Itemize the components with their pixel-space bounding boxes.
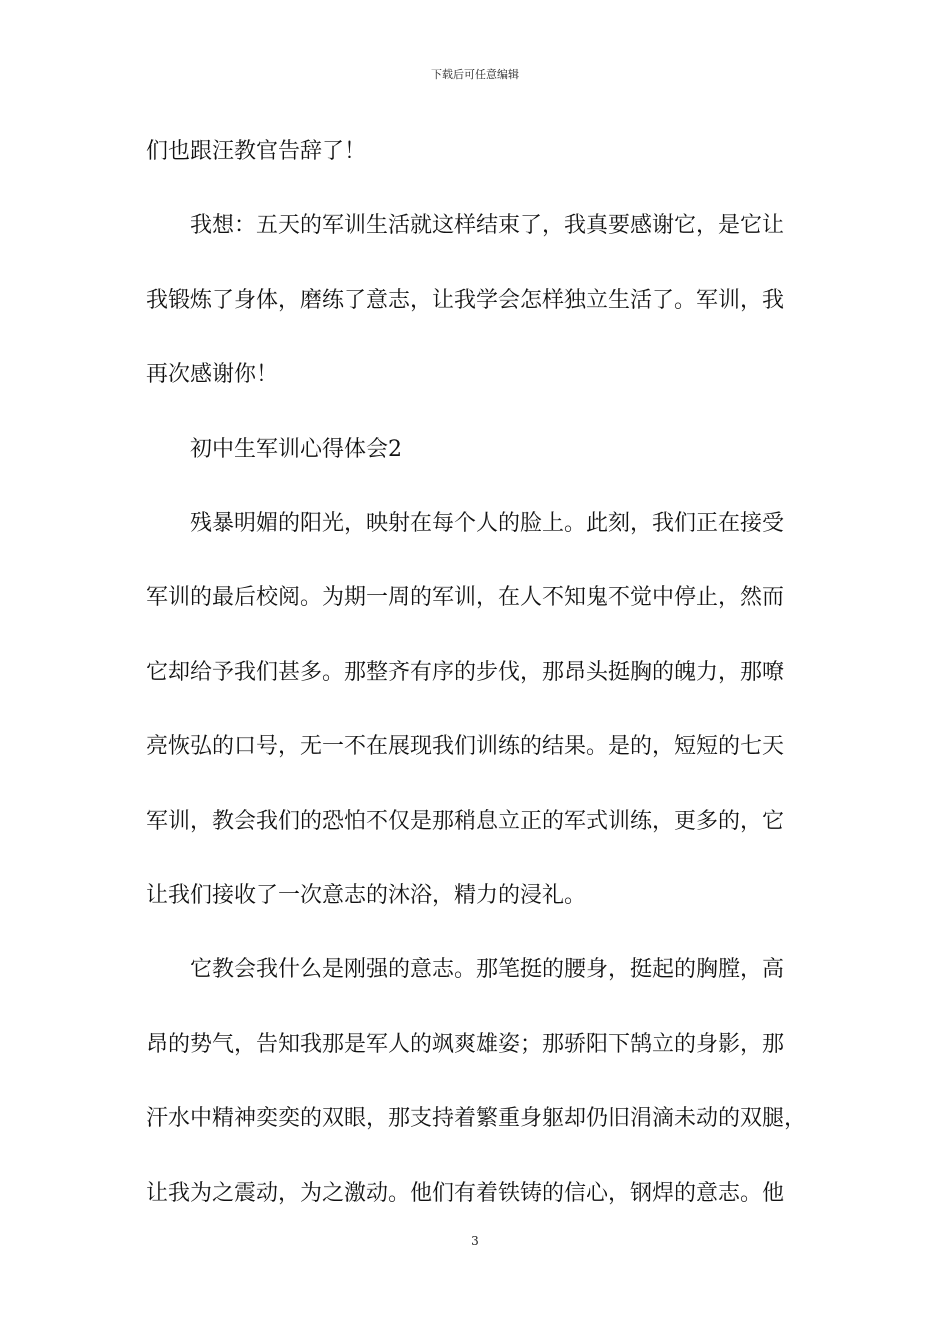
body-line: 军训的最后校阅。为期一周的军训，在人不知鬼不觉中停止，然而 bbox=[146, 585, 785, 610]
page-number: 3 bbox=[471, 1234, 479, 1248]
body-line: 让我们接收了一次意志的沐浴，精力的浸礼。 bbox=[146, 883, 587, 908]
body-line: 亮恢弘的口号，无一不在展现我们训练的结果。是的，短短的七天 bbox=[146, 734, 785, 759]
body-line: 我想：五天的军训生活就这样结束了，我真要感谢它，是它让 bbox=[190, 213, 785, 238]
body-line: 它教会我什么是刚强的意志。那笔挺的腰身，挺起的胸膛，高 bbox=[190, 957, 785, 982]
body-line: 军训，教会我们的恐怕不仅是那稍息立正的军式训练，更多的，它 bbox=[146, 809, 785, 834]
body-line: 让我为之震动，为之激动。他们有着铁铸的信心，钢焊的意志。他 bbox=[146, 1181, 785, 1206]
header-note: 下载后可任意编辑 bbox=[431, 68, 519, 81]
body-line: 再次感谢你！ bbox=[146, 362, 279, 387]
body-line: 残暴明媚的阳光，映射在每个人的脸上。此刻，我们正在接受 bbox=[190, 511, 785, 536]
body-line: 昂的势气，告知我那是军人的飒爽雄姿；那骄阳下鹄立的身影，那 bbox=[146, 1032, 785, 1057]
body-line: 它却给予我们甚多。那整齐有序的步伐，那昂头挺胸的魄力，那嘹 bbox=[146, 660, 785, 685]
body-line: 汗水中精神奕奕的双眼，那支持着繁重身躯却仍旧涓滴未动的双腿， bbox=[146, 1106, 807, 1131]
section-heading: 初中生军训心得体会2 bbox=[190, 437, 402, 462]
body-line: 我锻炼了身体，磨练了意志，让我学会怎样独立生活了。军训，我 bbox=[146, 288, 785, 313]
body-line: 们也跟汪教官告辞了！ bbox=[146, 139, 367, 164]
